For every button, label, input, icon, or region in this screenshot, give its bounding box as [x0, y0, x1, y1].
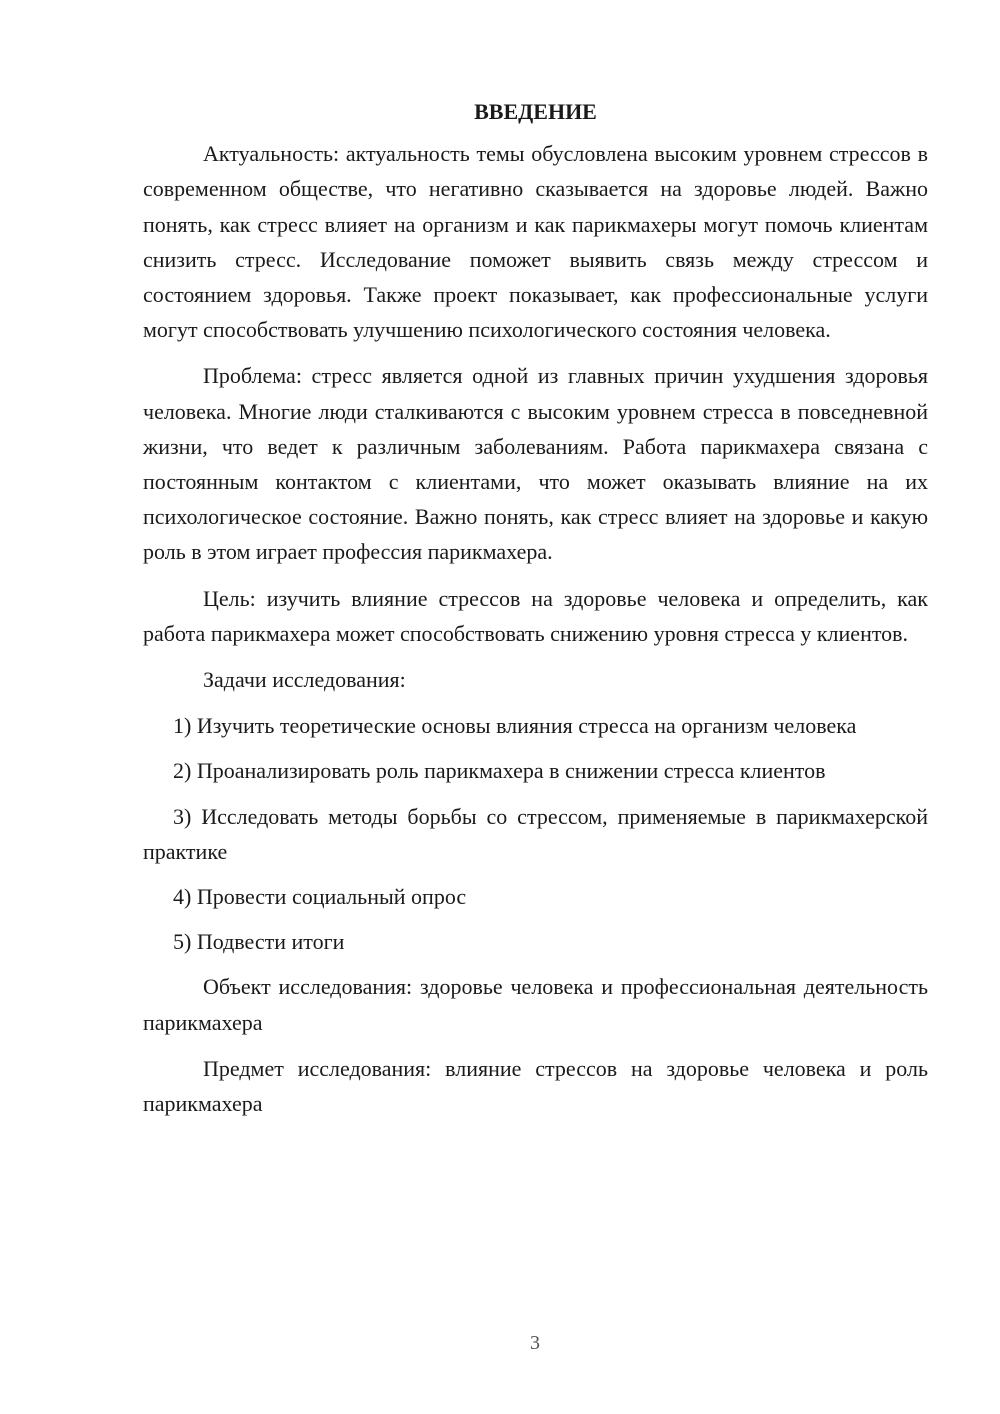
goal-paragraph: Цель: изучить влияние стрессов на здоровье человека и определить, как работа парикмахера может способствовать снижению уровня стресса у клиентов.	[143, 585, 928, 646]
object-paragraph: Объект исследования: здоровье человека и профессиональная деятельность парикмахера	[143, 974, 928, 1035]
subject-paragraph: Предмет исследования: влияние стрессов на здоровье человека и роль парикмахера	[143, 1055, 928, 1117]
page-title: ВВЕДЕНИЕ	[474, 99, 597, 124]
task-item-3: 3) Исследовать методы борьбы со стрессом, применяемые в парикмахерской практике	[143, 803, 928, 864]
relevance-paragraph: Актуальность: актуальность темы обусловлена высоким уровнем стрессов в современном обществе, что негативно сказывается на здоровье людей. Важно понять, как стресс влияет на организм и как парикмахеры могут помочь клиентам снизить стресс. Исследование поможет выявить связь между стрессом и состоянием здоровья. Также проект показывает, как профессиональные услуги могут способствовать улучшению психологического состояния человека.	[143, 141, 928, 343]
task-item-2: 2) Проанализировать роль парикмахера в снижении стресса клиентов	[173, 758, 826, 784]
task-item-1: 1) Изучить теоретические основы влияния стресса на организм человека	[173, 713, 857, 739]
task-item-5: 5) Подвести итоги	[173, 929, 345, 955]
task-item-4: 4) Провести социальный опрос	[173, 884, 467, 910]
page-number: 3	[530, 1332, 540, 1354]
tasks-title: Задачи исследования:	[203, 667, 406, 693]
problem-paragraph: Проблема: стресс является одной из главных причин ухудшения здоровья человека. Многие люди сталкиваются с высоким уровнем стресса в повседневной жизни, что ведет к различным заболеваниям. Работа парикмахера связана с постоянным контактом с клиентами, что может оказывать влияние на их психологическое состояние. Важно понять, как стресс влияет на здоровье и какую роль в этом играет профессия парикмахера.	[143, 363, 928, 565]
document-page	[143, 94, 928, 1132]
